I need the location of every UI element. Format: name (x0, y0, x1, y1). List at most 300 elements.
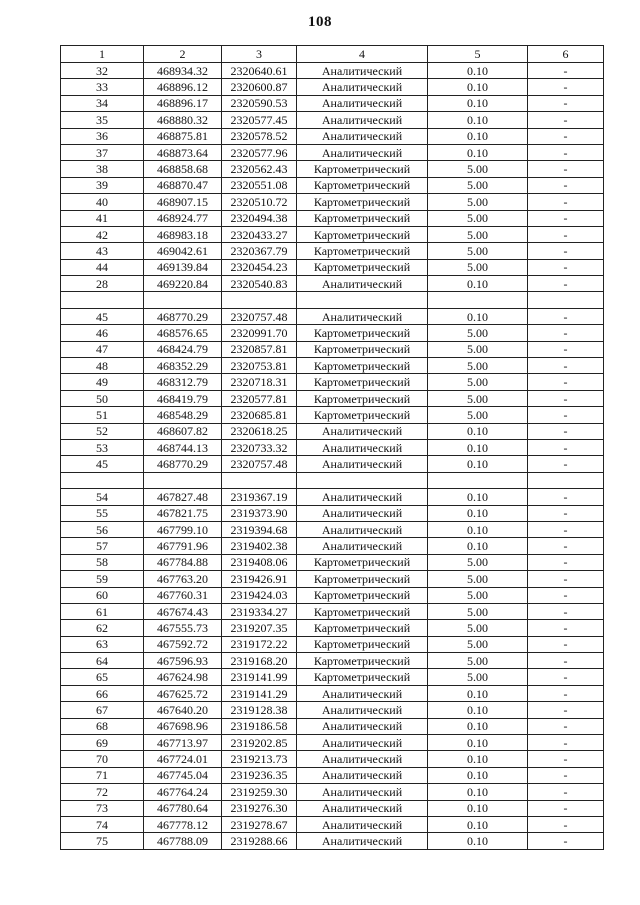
table-cell: 69 (61, 735, 144, 751)
table-cell: Аналитический (297, 112, 428, 128)
table-cell (528, 292, 604, 308)
table-cell: 2320454.23 (222, 259, 297, 275)
table-row (61, 79, 604, 95)
table-cell: - (528, 571, 604, 587)
table-cell: 50 (61, 390, 144, 406)
table-cell: 468770.29 (144, 456, 222, 472)
table-cell: 0.10 (428, 784, 528, 800)
table-cell: 5.00 (428, 374, 528, 390)
table-cell: Картометрический (297, 243, 428, 259)
table-cell: 2319207.35 (222, 620, 297, 636)
table-cell: Аналитический (297, 538, 428, 554)
table-cell (297, 472, 428, 488)
table-cell: 5.00 (428, 243, 528, 259)
table-cell: 45 (61, 308, 144, 324)
table-cell: - (528, 161, 604, 177)
table-cell: 0.10 (428, 63, 528, 79)
table-cell: 468424.79 (144, 341, 222, 357)
table-cell: 468873.64 (144, 144, 222, 160)
table-cell: - (528, 816, 604, 832)
table-cell: 2319278.67 (222, 816, 297, 832)
table-row (61, 374, 604, 390)
table-cell: 2319367.19 (222, 489, 297, 505)
table-cell: 468875.81 (144, 128, 222, 144)
table-row (61, 161, 604, 177)
table-cell: Картометрический (297, 587, 428, 603)
table-cell: 2319276.30 (222, 800, 297, 816)
table-cell: Картометрический (297, 554, 428, 570)
table-cell: 5.00 (428, 554, 528, 570)
table-row (61, 751, 604, 767)
table-cell: - (528, 308, 604, 324)
table-cell: Аналитический (297, 505, 428, 521)
table-cell: 57 (61, 538, 144, 554)
table-cell: 0.10 (428, 735, 528, 751)
table-cell: 65 (61, 669, 144, 685)
table-cell: 5.00 (428, 407, 528, 423)
table-cell (297, 292, 428, 308)
table-row (61, 816, 604, 832)
table-cell: 467745.04 (144, 767, 222, 783)
table-row (61, 833, 604, 849)
table-cell: 2320600.87 (222, 79, 297, 95)
table-cell: 47 (61, 341, 144, 357)
table-cell: - (528, 341, 604, 357)
table-cell: Аналитический (297, 308, 428, 324)
table-cell: 2320718.31 (222, 374, 297, 390)
table-cell: Картометрический (297, 620, 428, 636)
table-row (61, 308, 604, 324)
table-cell: - (528, 128, 604, 144)
table-cell: 0.10 (428, 489, 528, 505)
table-cell: 2319334.27 (222, 603, 297, 619)
table-cell: 468548.29 (144, 407, 222, 423)
table-cell: 32 (61, 63, 144, 79)
table-cell: Картометрический (297, 177, 428, 193)
table-cell: 0.10 (428, 751, 528, 767)
table-row (61, 341, 604, 357)
table-cell: 467799.10 (144, 521, 222, 537)
table-cell: 48 (61, 358, 144, 374)
table-cell: 2320991.70 (222, 325, 297, 341)
table-cell: 468576.65 (144, 325, 222, 341)
table-cell: 2320577.81 (222, 390, 297, 406)
table-cell: 5.00 (428, 390, 528, 406)
table-cell: Аналитический (297, 685, 428, 701)
table-cell: Картометрический (297, 259, 428, 275)
table-cell: - (528, 784, 604, 800)
table-cell: - (528, 521, 604, 537)
table-cell: 467764.24 (144, 784, 222, 800)
table-cell: 5.00 (428, 226, 528, 242)
table-cell: 2320433.27 (222, 226, 297, 242)
table-row-separator (61, 292, 604, 308)
table-cell: 38 (61, 161, 144, 177)
table-cell: 72 (61, 784, 144, 800)
table-row (61, 636, 604, 652)
table-cell: 58 (61, 554, 144, 570)
table-cell: 0.10 (428, 767, 528, 783)
table-cell: - (528, 833, 604, 849)
table-cell: - (528, 489, 604, 505)
table-cell: 2320367.79 (222, 243, 297, 259)
table-cell: - (528, 456, 604, 472)
table-cell: 59 (61, 571, 144, 587)
table-cell: 467780.64 (144, 800, 222, 816)
table-cell: 468858.68 (144, 161, 222, 177)
table-cell: - (528, 276, 604, 292)
table-cell: 467625.72 (144, 685, 222, 701)
table-cell: Картометрический (297, 226, 428, 242)
column-header: 6 (528, 46, 604, 63)
table-cell: 2319202.85 (222, 735, 297, 751)
table-row (61, 505, 604, 521)
table-cell: 71 (61, 767, 144, 783)
table-cell: - (528, 653, 604, 669)
table-row (61, 177, 604, 193)
table-row (61, 63, 604, 79)
table-cell: 2319426.91 (222, 571, 297, 587)
table-cell: 467724.01 (144, 751, 222, 767)
table-cell: Картометрический (297, 390, 428, 406)
table-cell: - (528, 79, 604, 95)
table-row (61, 407, 604, 423)
table-cell: - (528, 63, 604, 79)
table-row (61, 423, 604, 439)
table-cell: 2320640.61 (222, 63, 297, 79)
table-cell: 56 (61, 521, 144, 537)
table-cell: Картометрический (297, 374, 428, 390)
table-cell: 2319373.90 (222, 505, 297, 521)
table-cell: Аналитический (297, 439, 428, 455)
table-cell: 2319186.58 (222, 718, 297, 734)
table-cell: Аналитический (297, 751, 428, 767)
table-cell: 63 (61, 636, 144, 652)
table-cell: Аналитический (297, 489, 428, 505)
table-cell: 468419.79 (144, 390, 222, 406)
table-cell: 2319168.20 (222, 653, 297, 669)
column-header: 1 (61, 46, 144, 63)
table-cell: 2320753.81 (222, 358, 297, 374)
table-cell: 467791.96 (144, 538, 222, 554)
table-row (61, 128, 604, 144)
table-cell: 467778.12 (144, 816, 222, 832)
table-cell: Аналитический (297, 521, 428, 537)
table-cell: Аналитический (297, 816, 428, 832)
table-row (61, 800, 604, 816)
table-cell: 61 (61, 603, 144, 619)
table-cell (222, 472, 297, 488)
table-cell: 42 (61, 226, 144, 242)
table-cell: 467784.88 (144, 554, 222, 570)
table-cell: - (528, 194, 604, 210)
table-cell: 467698.96 (144, 718, 222, 734)
table-row (61, 325, 604, 341)
table-cell: 37 (61, 144, 144, 160)
table-cell: 467760.31 (144, 587, 222, 603)
table-cell: 2320577.96 (222, 144, 297, 160)
table-row (61, 259, 604, 275)
table-cell: 51 (61, 407, 144, 423)
table-cell: Картометрический (297, 636, 428, 652)
table-cell: - (528, 226, 604, 242)
table-cell: Картометрический (297, 603, 428, 619)
table-cell: - (528, 554, 604, 570)
table-cell: Аналитический (297, 128, 428, 144)
table-cell (144, 472, 222, 488)
table-cell: 0.10 (428, 79, 528, 95)
table-cell: - (528, 587, 604, 603)
table-cell: 28 (61, 276, 144, 292)
table-row (61, 685, 604, 701)
table-cell: 5.00 (428, 259, 528, 275)
table-cell: 74 (61, 816, 144, 832)
table-cell: - (528, 751, 604, 767)
table-cell: 5.00 (428, 358, 528, 374)
table-cell: 0.10 (428, 439, 528, 455)
table-row (61, 95, 604, 111)
table-cell: Картометрический (297, 571, 428, 587)
table-cell: - (528, 390, 604, 406)
table-cell: - (528, 243, 604, 259)
table-cell: 52 (61, 423, 144, 439)
table-cell: 0.10 (428, 128, 528, 144)
table-row (61, 554, 604, 570)
table-cell: 468896.17 (144, 95, 222, 111)
table-row (61, 767, 604, 783)
table-cell: 5.00 (428, 161, 528, 177)
table-row (61, 653, 604, 669)
table-cell: 0.10 (428, 800, 528, 816)
table-cell: 469220.84 (144, 276, 222, 292)
table-cell: 49 (61, 374, 144, 390)
table-cell: - (528, 685, 604, 701)
table-cell: - (528, 505, 604, 521)
table-cell: 467827.48 (144, 489, 222, 505)
table-cell: 467596.93 (144, 653, 222, 669)
column-header: 2 (144, 46, 222, 63)
table-row (61, 521, 604, 537)
table-cell: - (528, 718, 604, 734)
table-cell: 5.00 (428, 653, 528, 669)
table-row (61, 587, 604, 603)
table-cell: 0.10 (428, 423, 528, 439)
table-cell: Картометрический (297, 210, 428, 226)
table-cell (61, 472, 144, 488)
table-cell: 39 (61, 177, 144, 193)
table-row (61, 456, 604, 472)
table-row (61, 243, 604, 259)
table-row (61, 390, 604, 406)
table-cell: 468880.32 (144, 112, 222, 128)
table-cell: 0.10 (428, 718, 528, 734)
table-cell: Картометрический (297, 407, 428, 423)
table-row (61, 603, 604, 619)
table-cell: 467640.20 (144, 702, 222, 718)
table-cell: 0.10 (428, 833, 528, 849)
table-row (61, 144, 604, 160)
table-row-separator (61, 472, 604, 488)
table-row (61, 210, 604, 226)
table-cell: 40 (61, 194, 144, 210)
table-cell: 468744.13 (144, 439, 222, 455)
table-cell: - (528, 325, 604, 341)
table-body (61, 63, 604, 850)
table-cell: 44 (61, 259, 144, 275)
table-row (61, 276, 604, 292)
table-cell: Аналитический (297, 800, 428, 816)
table-cell: - (528, 800, 604, 816)
table-cell: 35 (61, 112, 144, 128)
table-row (61, 112, 604, 128)
table-cell: 2319394.68 (222, 521, 297, 537)
table-cell: 2320733.32 (222, 439, 297, 455)
table-cell: - (528, 423, 604, 439)
table-row (61, 702, 604, 718)
table-cell: 467555.73 (144, 620, 222, 636)
table-cell: 2319259.30 (222, 784, 297, 800)
table-cell: 469139.84 (144, 259, 222, 275)
table-cell: Картометрический (297, 325, 428, 341)
column-header: 3 (222, 46, 297, 63)
table-cell: Аналитический (297, 456, 428, 472)
table-cell (222, 292, 297, 308)
table-cell: 5.00 (428, 341, 528, 357)
table-row (61, 784, 604, 800)
table-cell: 467624.98 (144, 669, 222, 685)
table-cell: 2320540.83 (222, 276, 297, 292)
table-cell: 2320510.72 (222, 194, 297, 210)
table-cell: 467821.75 (144, 505, 222, 521)
table-cell: 5.00 (428, 636, 528, 652)
table-cell: Аналитический (297, 767, 428, 783)
table-cell: 67 (61, 702, 144, 718)
table-cell: 60 (61, 587, 144, 603)
table-cell: 5.00 (428, 325, 528, 341)
table-row (61, 358, 604, 374)
table-cell: - (528, 735, 604, 751)
table-cell: - (528, 95, 604, 111)
table-cell: 2319236.35 (222, 767, 297, 783)
table-cell: 5.00 (428, 571, 528, 587)
table-row (61, 439, 604, 455)
table-cell: 55 (61, 505, 144, 521)
table-cell: 2320757.48 (222, 308, 297, 324)
table-cell: 2319402.38 (222, 538, 297, 554)
table-cell: 467592.72 (144, 636, 222, 652)
table-cell: 0.10 (428, 308, 528, 324)
table-cell: 0.10 (428, 95, 528, 111)
table-cell: 468607.82 (144, 423, 222, 439)
table-cell: 2319172.22 (222, 636, 297, 652)
table-cell: 5.00 (428, 669, 528, 685)
table-cell: 41 (61, 210, 144, 226)
table-cell: - (528, 112, 604, 128)
table-cell: - (528, 669, 604, 685)
table-header-row (61, 46, 604, 63)
table-cell: 36 (61, 128, 144, 144)
table-cell: Аналитический (297, 423, 428, 439)
page-number: 108 (308, 14, 332, 30)
table-cell: 2319141.99 (222, 669, 297, 685)
table-cell: 5.00 (428, 210, 528, 226)
table-cell: Аналитический (297, 784, 428, 800)
table-row (61, 538, 604, 554)
table-cell: 5.00 (428, 194, 528, 210)
table-cell: 2320577.45 (222, 112, 297, 128)
table-cell: 467713.97 (144, 735, 222, 751)
table-cell: 2320578.52 (222, 128, 297, 144)
table-cell: - (528, 407, 604, 423)
table-cell: 75 (61, 833, 144, 849)
table-cell: 468896.12 (144, 79, 222, 95)
table-cell (428, 472, 528, 488)
table-cell: 2320562.43 (222, 161, 297, 177)
table-cell: 2319141.29 (222, 685, 297, 701)
table-cell: 2320494.38 (222, 210, 297, 226)
table-cell: - (528, 702, 604, 718)
table-cell: 2320757.48 (222, 456, 297, 472)
table-cell: 468934.32 (144, 63, 222, 79)
table-cell: 468312.79 (144, 374, 222, 390)
table-cell: 2320857.81 (222, 341, 297, 357)
table-cell: Картометрический (297, 653, 428, 669)
table-cell: Картометрический (297, 669, 428, 685)
table-cell: 0.10 (428, 505, 528, 521)
table-cell: Картометрический (297, 194, 428, 210)
table-cell: - (528, 767, 604, 783)
table-cell: 2320551.08 (222, 177, 297, 193)
table-row (61, 226, 604, 242)
table-cell: Аналитический (297, 63, 428, 79)
column-header: 4 (297, 46, 428, 63)
table-cell: Картометрический (297, 161, 428, 177)
table-cell: - (528, 177, 604, 193)
table-cell: 2319288.66 (222, 833, 297, 849)
table-cell: 468983.18 (144, 226, 222, 242)
table-row (61, 669, 604, 685)
table-cell: 467674.43 (144, 603, 222, 619)
table-cell: Аналитический (297, 735, 428, 751)
table-cell: 2319128.38 (222, 702, 297, 718)
table-cell: 46 (61, 325, 144, 341)
table-cell: - (528, 620, 604, 636)
table-cell: Аналитический (297, 276, 428, 292)
table-cell: 0.10 (428, 538, 528, 554)
table-row (61, 489, 604, 505)
table-cell: Аналитический (297, 144, 428, 160)
table-row (61, 194, 604, 210)
table-cell: 0.10 (428, 816, 528, 832)
table-cell: 467788.09 (144, 833, 222, 849)
table-cell: 33 (61, 79, 144, 95)
table-cell: 66 (61, 685, 144, 701)
table-cell (144, 292, 222, 308)
table-cell: - (528, 210, 604, 226)
table-cell: - (528, 636, 604, 652)
table-cell: 54 (61, 489, 144, 505)
table-cell: 68 (61, 718, 144, 734)
table-cell: - (528, 538, 604, 554)
table-cell: - (528, 144, 604, 160)
table-cell: 53 (61, 439, 144, 455)
table-cell: 43 (61, 243, 144, 259)
table-cell: 2319408.06 (222, 554, 297, 570)
table-cell: 0.10 (428, 685, 528, 701)
table-cell: - (528, 259, 604, 275)
table-cell: 0.10 (428, 456, 528, 472)
column-header: 5 (428, 46, 528, 63)
